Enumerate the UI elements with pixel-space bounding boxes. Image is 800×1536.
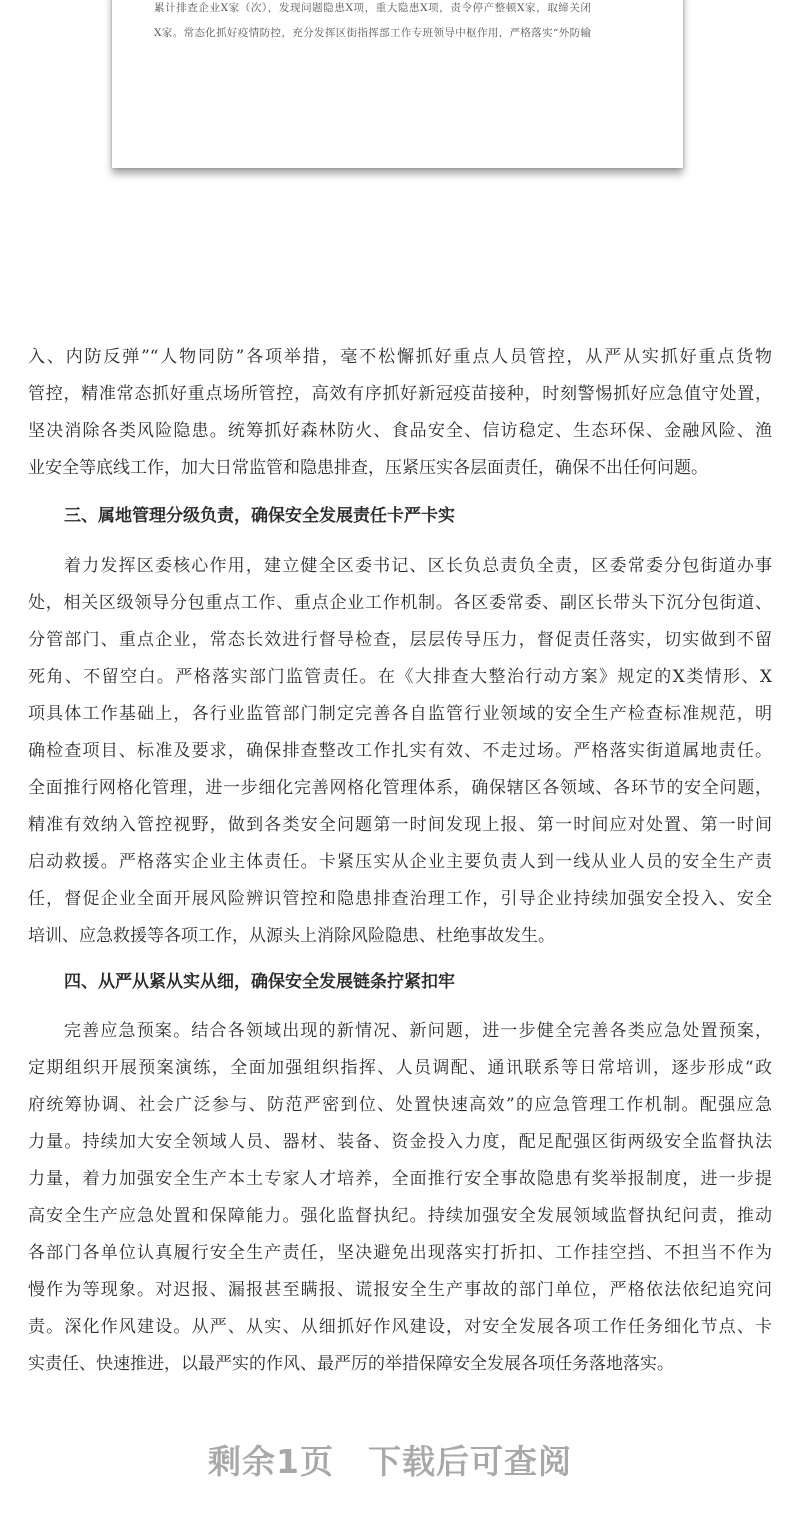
text-line: 业安全等底线工作，加大日常监管和隐患排查，压紧压实各层面责任，确保不出任何问题。: [28, 458, 708, 478]
text-line: 启动救援。严格落实企业主体责任。卡紧压实从企业主要负责人到一线从业人员的安全生产责: [28, 852, 772, 872]
text-line: 实责任、快速推进，以最严实的作风、最严厉的举措保障安全发展各项任务落地落实。: [28, 1354, 674, 1374]
paragraph-3: [28, 1013, 772, 1383]
preview-line: 累计排查企业X家（次），发现问题隐患X项，重大隐患X项，责令停产整顿X家，取缔关闭: [154, 2, 591, 14]
preview-page-card: [112, 0, 683, 168]
preview-line: X家。常态化抓好疫情防控，充分发挥区街指挥部工作专班领导中枢作用，严格落实“外防输: [154, 27, 591, 39]
text-line: 坚决消除各类风险隐患。统筹抓好森林防火、食品安全、信访稳定、生态环保、金融风险、渔: [28, 421, 772, 441]
text-line: 精准有效纳入管控视野，做到各类安全问题第一时间发现上报、第一时间应对处置、第一时间: [28, 815, 772, 835]
text-line: 处，相关区级领导分包重点工作、重点企业工作机制。各区委常委、副区长带头下沉分包街道、: [28, 593, 772, 613]
text-line: 培训、应急救援等各项工作，从源头上消除风险隐患、杜绝事故发生。: [28, 926, 555, 946]
text-line: 着力发挥区委核心作用，建立健全区委书记、区长负总责负全责，区委常委分包街道办事: [64, 556, 772, 576]
text-line: 各部门各单位认真履行安全生产责任，坚决避免出现落实打折扣、工作挂空挡、不担当不作为: [28, 1243, 772, 1263]
text-line: 全面推行网格化管理，进一步细化完善网格化管理体系，确保辖区各领域、各环节的安全问题，: [28, 778, 772, 798]
text-line: 责。深化作风建设。从严、从实、从细抓好作风建设，对安全发展各项工作任务细化节点、卡: [28, 1317, 772, 1337]
text-line: 力量。持续加大安全领域人员、器材、装备、资金投入力度，配足配强区街两级安全监督执法: [28, 1132, 772, 1152]
text-line: 慢作为等现象。对迟报、漏报甚至瞒报、谎报安全生产事故的部门单位，严格依法依纪追究问: [28, 1280, 772, 1300]
text-line: 力量，着力加强安全生产本土专家人才培养，全面推行安全事故隐患有奖举报制度，进一步提: [28, 1169, 772, 1189]
text-line: 管控，精准常态抓好重点场所管控，高效有序抓好新冠疫苗接种，时刻警惕抓好应急值守处置，: [28, 384, 772, 404]
text-line: 定期组织开展预案演练，全面加强组织指挥、人员调配、通讯联系等日常培训，逐步形成“政: [28, 1058, 772, 1078]
paragraph-2: [28, 548, 772, 955]
text-line: 府统筹协调、社会广泛参与、防范严密到位、处置快速高效”的应急管理工作机制。配强应急: [28, 1095, 772, 1115]
text-line: 完善应急预案。结合各领域出现的新情况、新问题，进一步健全完善各类应急处置预案，: [64, 1021, 772, 1041]
paragraph-1: [28, 339, 772, 487]
text-line: 项具体工作基础上，各行业监管部门制定完善各自监管行业领域的安全生产检查标准规范，明: [28, 704, 772, 724]
text-line: 任，督促企业全面开展风险辨识管控和隐患排查治理工作，引导企业持续加强安全投入、安全: [28, 889, 772, 909]
section-heading-4: 四、从严从紧从实从细，确保安全发展链条拧紧扣牢: [64, 972, 455, 992]
text-line: 高安全生产应急处置和保障能力。强化监督执纪。持续加强安全发展领域监督执纪问责，推动: [28, 1206, 772, 1226]
download-to-view-banner[interactable]: 剩余1页 下载后可查阅: [208, 1442, 572, 1481]
text-line: 确检查项目、标准及要求，确保排查整改工作扎实有效、不走过场。严格落实街道属地责任。: [28, 741, 772, 761]
text-line: 死角、不留空白。严格落实部门监管责任。在《大排查大整治行动方案》规定的X类情形、X: [28, 667, 772, 687]
text-line: 入、内防反弹”“人物同防”各项举措，毫不松懈抓好重点人员管控，从严从实抓好重点货物: [28, 347, 772, 367]
section-heading-3: 三、属地管理分级负责，确保安全发展责任卡严卡实: [64, 506, 455, 526]
text-line: 分管部门、重点企业，常态长效进行督导检查，层层传导压力，督促责任落实，切实做到不留: [28, 630, 772, 650]
